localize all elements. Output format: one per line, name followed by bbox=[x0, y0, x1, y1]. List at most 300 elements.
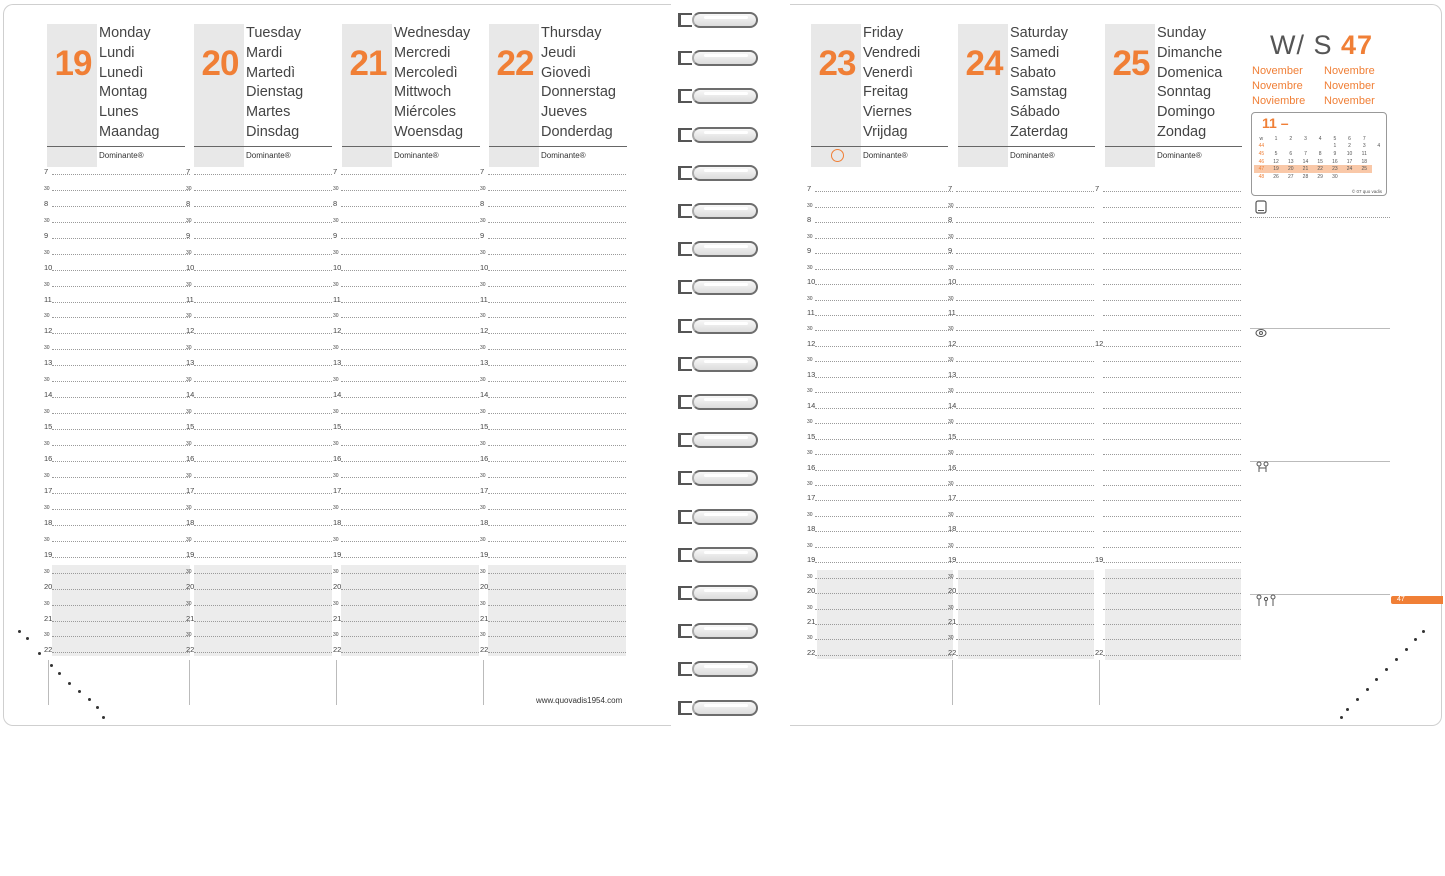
hour-row[interactable] bbox=[333, 353, 479, 369]
hour-row[interactable] bbox=[186, 385, 332, 401]
hour-row[interactable] bbox=[1095, 304, 1241, 319]
hour-row[interactable] bbox=[807, 443, 953, 458]
mini-calendar-cell: 19 bbox=[1269, 165, 1284, 173]
hour-row[interactable] bbox=[333, 242, 479, 258]
hour-row[interactable] bbox=[186, 337, 332, 353]
hour-row[interactable] bbox=[948, 273, 1094, 288]
hour-row[interactable] bbox=[333, 258, 479, 274]
hour-row[interactable] bbox=[44, 290, 190, 306]
hour-row[interactable] bbox=[186, 593, 332, 609]
hour-row[interactable] bbox=[948, 396, 1094, 411]
dominante-label: Dominante® bbox=[1010, 151, 1055, 160]
hour-row[interactable] bbox=[1095, 427, 1241, 442]
website-url[interactable]: www.quovadis1954.com bbox=[536, 696, 623, 705]
hour-row[interactable] bbox=[480, 369, 626, 385]
spiral-ring bbox=[676, 239, 762, 261]
hour-row[interactable] bbox=[948, 242, 1094, 257]
hour-row[interactable] bbox=[333, 609, 479, 625]
dominante-circle[interactable] bbox=[831, 149, 844, 162]
hour-label: 30 bbox=[480, 281, 486, 288]
hour-row[interactable] bbox=[948, 628, 1094, 643]
hour-row[interactable] bbox=[480, 194, 626, 210]
hour-row[interactable] bbox=[44, 609, 190, 625]
hour-row[interactable] bbox=[807, 628, 953, 643]
hour-row[interactable] bbox=[948, 566, 1094, 581]
hour-row[interactable] bbox=[948, 427, 1094, 442]
hour-row[interactable] bbox=[186, 577, 332, 593]
hour-row[interactable] bbox=[186, 465, 332, 481]
hour-row[interactable] bbox=[186, 625, 332, 641]
hour-row[interactable] bbox=[333, 401, 479, 417]
hour-row[interactable] bbox=[333, 274, 479, 290]
hour-row[interactable] bbox=[1095, 365, 1241, 380]
hour-row[interactable] bbox=[480, 210, 626, 226]
hour-row[interactable] bbox=[44, 497, 190, 513]
hour-row[interactable] bbox=[480, 417, 626, 433]
hour-row[interactable] bbox=[948, 613, 1094, 628]
hour-label: 30 bbox=[186, 217, 192, 224]
hour-line bbox=[52, 302, 190, 303]
dominante-label: Dominante® bbox=[246, 151, 291, 160]
ring-loop bbox=[692, 547, 758, 563]
hour-row[interactable] bbox=[44, 322, 190, 338]
hour-row[interactable] bbox=[44, 577, 190, 593]
hour-row[interactable] bbox=[333, 337, 479, 353]
hour-row[interactable] bbox=[480, 529, 626, 545]
hour-row[interactable] bbox=[807, 257, 953, 272]
hour-row[interactable] bbox=[186, 178, 332, 194]
mini-calendar-cell: 5 bbox=[1274, 150, 1278, 157]
hour-row[interactable] bbox=[333, 433, 479, 449]
hour-row[interactable] bbox=[333, 194, 479, 210]
hour-row[interactable] bbox=[186, 513, 332, 529]
hour-line bbox=[194, 254, 332, 255]
day-name: Mercoledì bbox=[394, 64, 458, 81]
hour-row[interactable] bbox=[807, 273, 953, 288]
hour-row[interactable] bbox=[948, 597, 1094, 612]
day-number: 24 bbox=[965, 44, 1003, 83]
hour-row[interactable] bbox=[948, 304, 1094, 319]
hour-row[interactable] bbox=[480, 641, 626, 657]
hour-row[interactable] bbox=[807, 597, 953, 612]
hour-row[interactable] bbox=[44, 353, 190, 369]
hour-label: 19 bbox=[186, 549, 195, 559]
hour-row[interactable] bbox=[807, 427, 953, 442]
hour-line bbox=[488, 349, 626, 350]
day-name: Jueves bbox=[541, 104, 587, 121]
hour-row[interactable] bbox=[480, 274, 626, 290]
hour-line bbox=[815, 593, 953, 594]
hour-row[interactable] bbox=[807, 566, 953, 581]
hour-row[interactable] bbox=[1095, 319, 1241, 334]
day-name: Mittwoch bbox=[394, 84, 452, 101]
hour-row[interactable] bbox=[807, 226, 953, 241]
hour-row[interactable] bbox=[1095, 628, 1241, 643]
mini-calendar-cell: 46 bbox=[1258, 158, 1265, 165]
hour-row[interactable] bbox=[948, 180, 1094, 195]
hour-row[interactable] bbox=[948, 443, 1094, 458]
hour-grid bbox=[948, 180, 1094, 659]
ring-loop bbox=[692, 241, 758, 257]
hour-row[interactable] bbox=[807, 520, 953, 535]
hour-row[interactable] bbox=[807, 582, 953, 597]
ring-loop bbox=[692, 88, 758, 104]
ring-loop bbox=[692, 279, 758, 295]
hour-row[interactable] bbox=[44, 481, 190, 497]
hour-row[interactable] bbox=[44, 545, 190, 561]
hour-label: 30 bbox=[333, 281, 339, 288]
hour-row[interactable] bbox=[44, 449, 190, 465]
hour-row[interactable] bbox=[807, 242, 953, 257]
hour-row[interactable] bbox=[44, 625, 190, 641]
hour-row[interactable] bbox=[1095, 226, 1241, 241]
hour-line bbox=[1103, 300, 1241, 301]
hour-row[interactable] bbox=[333, 178, 479, 194]
hour-row[interactable] bbox=[44, 529, 190, 545]
hour-row[interactable] bbox=[1095, 211, 1241, 226]
hour-grid bbox=[333, 162, 479, 656]
hour-label: 20 bbox=[333, 581, 342, 591]
hour-row[interactable] bbox=[807, 474, 953, 489]
hour-label: 20 bbox=[186, 581, 195, 591]
hour-label: 7 bbox=[44, 166, 49, 176]
hour-row[interactable] bbox=[480, 497, 626, 513]
hour-line bbox=[815, 346, 953, 347]
hour-row[interactable] bbox=[186, 290, 332, 306]
hour-row[interactable] bbox=[480, 449, 626, 465]
hour-row[interactable] bbox=[807, 551, 953, 566]
hour-row[interactable] bbox=[186, 194, 332, 210]
hour-row[interactable] bbox=[333, 497, 479, 513]
hour-row[interactable] bbox=[807, 412, 953, 427]
hour-line bbox=[341, 636, 479, 637]
month-names bbox=[1252, 64, 1396, 108]
hour-label: 30 bbox=[186, 377, 192, 384]
hour-row[interactable] bbox=[948, 535, 1094, 550]
hour-row[interactable] bbox=[948, 520, 1094, 535]
decorative-dot bbox=[88, 698, 91, 701]
hour-line bbox=[194, 493, 332, 494]
mini-calendar-cell: 22 bbox=[1313, 165, 1328, 173]
hour-label: 30 bbox=[44, 600, 50, 607]
hour-row[interactable] bbox=[333, 641, 479, 657]
hour-row[interactable] bbox=[44, 417, 190, 433]
hour-row[interactable] bbox=[44, 242, 190, 258]
hour-row[interactable] bbox=[333, 545, 479, 561]
hour-line bbox=[815, 655, 953, 656]
hour-row[interactable] bbox=[44, 337, 190, 353]
hour-line bbox=[488, 573, 626, 574]
hour-row[interactable] bbox=[948, 381, 1094, 396]
hour-row[interactable] bbox=[186, 433, 332, 449]
decorative-dot bbox=[1385, 668, 1388, 671]
hour-row[interactable] bbox=[44, 258, 190, 274]
hour-row[interactable] bbox=[1095, 396, 1241, 411]
hour-row[interactable] bbox=[1095, 412, 1241, 427]
hour-row[interactable] bbox=[480, 306, 626, 322]
hour-label: 7 bbox=[480, 166, 485, 176]
hour-row[interactable] bbox=[480, 322, 626, 338]
hour-label: 19 bbox=[948, 555, 957, 565]
hour-row[interactable] bbox=[480, 577, 626, 593]
hour-row[interactable] bbox=[807, 350, 953, 365]
mini-calendar-cell bbox=[1269, 143, 1284, 151]
hour-row[interactable] bbox=[1095, 257, 1241, 272]
hour-row[interactable] bbox=[333, 577, 479, 593]
hour-row[interactable] bbox=[44, 162, 190, 178]
hour-row[interactable] bbox=[948, 350, 1094, 365]
hour-row[interactable] bbox=[1095, 535, 1241, 550]
hour-line bbox=[956, 609, 1094, 610]
hour-row[interactable] bbox=[948, 489, 1094, 504]
hour-row[interactable] bbox=[1095, 597, 1241, 612]
hour-row[interactable] bbox=[480, 465, 626, 481]
hour-row[interactable] bbox=[186, 545, 332, 561]
hour-row[interactable] bbox=[44, 641, 190, 657]
hour-label: 8 bbox=[948, 215, 953, 225]
hour-row[interactable] bbox=[480, 513, 626, 529]
hour-row[interactable] bbox=[807, 504, 953, 519]
hour-line bbox=[341, 557, 479, 558]
hour-row[interactable] bbox=[1095, 644, 1241, 659]
hour-row[interactable] bbox=[807, 365, 953, 380]
day-names bbox=[99, 24, 159, 143]
hour-row[interactable] bbox=[333, 210, 479, 226]
hour-row[interactable] bbox=[807, 335, 953, 350]
hour-row[interactable] bbox=[1095, 242, 1241, 257]
hour-row[interactable] bbox=[333, 465, 479, 481]
hour-row[interactable] bbox=[807, 535, 953, 550]
hour-row[interactable] bbox=[186, 609, 332, 625]
hour-row[interactable] bbox=[480, 481, 626, 497]
page-tab: 47 bbox=[1391, 596, 1443, 604]
hour-line bbox=[488, 270, 626, 271]
hour-line bbox=[488, 238, 626, 239]
hour-label: 30 bbox=[186, 409, 192, 416]
hour-row[interactable] bbox=[807, 288, 953, 303]
hour-row[interactable] bbox=[807, 489, 953, 504]
hour-row[interactable] bbox=[186, 401, 332, 417]
hour-row[interactable] bbox=[807, 304, 953, 319]
hour-row[interactable] bbox=[948, 335, 1094, 350]
hour-row[interactable] bbox=[480, 258, 626, 274]
hour-label: 18 bbox=[807, 524, 816, 534]
hour-line bbox=[52, 621, 190, 622]
mini-calendar-cell: 23 bbox=[1328, 165, 1343, 173]
hour-row[interactable] bbox=[44, 593, 190, 609]
hour-row[interactable] bbox=[1095, 474, 1241, 489]
notes-column-rule bbox=[483, 660, 484, 705]
hour-row[interactable] bbox=[480, 353, 626, 369]
hour-row[interactable] bbox=[948, 412, 1094, 427]
hour-label: 30 bbox=[333, 377, 339, 384]
hour-line bbox=[52, 381, 190, 382]
hour-row[interactable] bbox=[44, 465, 190, 481]
hour-row[interactable] bbox=[480, 433, 626, 449]
hour-line bbox=[194, 413, 332, 414]
hour-row[interactable] bbox=[333, 481, 479, 497]
hour-row[interactable] bbox=[44, 178, 190, 194]
hour-line bbox=[341, 605, 479, 606]
hour-label: 13 bbox=[480, 358, 489, 368]
hour-row[interactable] bbox=[186, 481, 332, 497]
hour-row[interactable] bbox=[44, 369, 190, 385]
day-name: Zaterdag bbox=[1010, 123, 1069, 140]
hour-row[interactable] bbox=[480, 226, 626, 242]
hour-row[interactable] bbox=[948, 365, 1094, 380]
hour-row[interactable] bbox=[807, 458, 953, 473]
hour-row[interactable] bbox=[807, 211, 953, 226]
hour-row[interactable] bbox=[44, 433, 190, 449]
hour-row[interactable] bbox=[186, 162, 332, 178]
hour-row[interactable] bbox=[186, 641, 332, 657]
hour-row[interactable] bbox=[186, 274, 332, 290]
hour-row[interactable] bbox=[807, 319, 953, 334]
hour-label: 14 bbox=[44, 390, 53, 400]
hour-row[interactable] bbox=[44, 561, 190, 577]
hour-row[interactable] bbox=[186, 306, 332, 322]
hour-row[interactable] bbox=[333, 385, 479, 401]
hour-row[interactable] bbox=[44, 226, 190, 242]
hour-line bbox=[488, 381, 626, 382]
hour-row[interactable] bbox=[333, 513, 479, 529]
hour-row[interactable] bbox=[1095, 458, 1241, 473]
hour-row[interactable] bbox=[186, 258, 332, 274]
hour-row[interactable] bbox=[480, 625, 626, 641]
hour-line bbox=[194, 317, 332, 318]
hour-row[interactable] bbox=[807, 195, 953, 210]
hour-row[interactable] bbox=[480, 242, 626, 258]
hour-row[interactable] bbox=[480, 545, 626, 561]
hour-row[interactable] bbox=[1095, 489, 1241, 504]
hour-row[interactable] bbox=[480, 561, 626, 577]
hour-row[interactable] bbox=[480, 385, 626, 401]
hour-row[interactable] bbox=[333, 290, 479, 306]
hour-row[interactable] bbox=[807, 613, 953, 628]
hour-label: 16 bbox=[186, 454, 195, 464]
hour-row[interactable] bbox=[1095, 180, 1241, 195]
hour-row[interactable] bbox=[186, 529, 332, 545]
hour-line bbox=[815, 191, 953, 192]
hour-label: 17 bbox=[333, 485, 342, 495]
hour-row[interactable] bbox=[1095, 504, 1241, 519]
hour-row[interactable] bbox=[948, 211, 1094, 226]
hour-row[interactable] bbox=[333, 306, 479, 322]
day-name: Mercredi bbox=[394, 44, 451, 61]
hour-line bbox=[956, 500, 1094, 501]
hour-row[interactable] bbox=[44, 385, 190, 401]
hour-row[interactable] bbox=[333, 162, 479, 178]
mini-calendar-head-cell: w bbox=[1259, 135, 1264, 142]
hour-row[interactable] bbox=[948, 458, 1094, 473]
hour-row[interactable] bbox=[807, 381, 953, 396]
hour-row[interactable] bbox=[480, 162, 626, 178]
day-name: Domenica bbox=[1157, 64, 1223, 81]
hour-row[interactable] bbox=[1095, 551, 1241, 566]
hour-row[interactable] bbox=[1095, 443, 1241, 458]
hour-row[interactable] bbox=[480, 337, 626, 353]
hour-row[interactable] bbox=[186, 497, 332, 513]
hour-row[interactable] bbox=[333, 417, 479, 433]
hour-row[interactable] bbox=[948, 319, 1094, 334]
hour-row[interactable] bbox=[44, 194, 190, 210]
hour-row[interactable] bbox=[948, 644, 1094, 659]
hour-line bbox=[341, 302, 479, 303]
hour-row[interactable] bbox=[1095, 335, 1241, 350]
hour-row[interactable] bbox=[1095, 566, 1241, 581]
hour-row[interactable] bbox=[948, 288, 1094, 303]
hour-row[interactable] bbox=[1095, 350, 1241, 365]
hour-row[interactable] bbox=[186, 417, 332, 433]
hour-row[interactable] bbox=[44, 210, 190, 226]
hour-row[interactable] bbox=[480, 178, 626, 194]
hour-row[interactable] bbox=[807, 180, 953, 195]
hour-row[interactable] bbox=[948, 195, 1094, 210]
hour-row[interactable] bbox=[44, 306, 190, 322]
hour-row[interactable] bbox=[186, 353, 332, 369]
hour-row[interactable] bbox=[186, 322, 332, 338]
hour-line bbox=[52, 477, 190, 478]
hour-row[interactable] bbox=[333, 593, 479, 609]
hour-label: 10 bbox=[44, 262, 53, 272]
hour-row[interactable] bbox=[1095, 273, 1241, 288]
hour-row[interactable] bbox=[186, 210, 332, 226]
hour-line bbox=[1103, 562, 1241, 563]
hour-row[interactable] bbox=[333, 529, 479, 545]
hour-label: 30 bbox=[333, 536, 339, 543]
hour-row[interactable] bbox=[1095, 195, 1241, 210]
hour-row[interactable] bbox=[186, 226, 332, 242]
hour-row[interactable] bbox=[1095, 613, 1241, 628]
hour-row[interactable] bbox=[44, 274, 190, 290]
hour-row[interactable] bbox=[333, 625, 479, 641]
hour-row[interactable] bbox=[480, 290, 626, 306]
hour-row[interactable] bbox=[186, 449, 332, 465]
mini-calendar-footer: © 07 quo vadis bbox=[1351, 189, 1382, 194]
hour-row[interactable] bbox=[1095, 288, 1241, 303]
hour-row[interactable] bbox=[186, 242, 332, 258]
hour-row[interactable] bbox=[44, 401, 190, 417]
hour-label: 30 bbox=[44, 409, 50, 416]
hour-row[interactable] bbox=[333, 449, 479, 465]
hour-row[interactable] bbox=[948, 551, 1094, 566]
hour-row[interactable] bbox=[333, 561, 479, 577]
hour-label: 30 bbox=[44, 568, 50, 575]
hour-label: 14 bbox=[333, 390, 342, 400]
hour-row[interactable] bbox=[44, 513, 190, 529]
hour-row[interactable] bbox=[807, 644, 953, 659]
hour-row[interactable] bbox=[1095, 582, 1241, 597]
hour-row[interactable] bbox=[480, 401, 626, 417]
hour-row[interactable] bbox=[1095, 520, 1241, 535]
hour-row[interactable] bbox=[333, 322, 479, 338]
spiral-ring bbox=[676, 316, 762, 338]
hour-row[interactable] bbox=[186, 369, 332, 385]
hour-row[interactable] bbox=[1095, 381, 1241, 396]
hour-row[interactable] bbox=[186, 561, 332, 577]
hour-row[interactable] bbox=[948, 226, 1094, 241]
hour-row[interactable] bbox=[948, 257, 1094, 272]
hour-row[interactable] bbox=[480, 593, 626, 609]
hour-row[interactable] bbox=[807, 396, 953, 411]
hour-row[interactable] bbox=[948, 582, 1094, 597]
hour-row[interactable] bbox=[948, 504, 1094, 519]
hour-row[interactable] bbox=[948, 474, 1094, 489]
hour-row[interactable] bbox=[333, 369, 479, 385]
hour-row[interactable] bbox=[480, 609, 626, 625]
hour-line bbox=[1103, 655, 1241, 656]
hour-row[interactable] bbox=[333, 226, 479, 242]
